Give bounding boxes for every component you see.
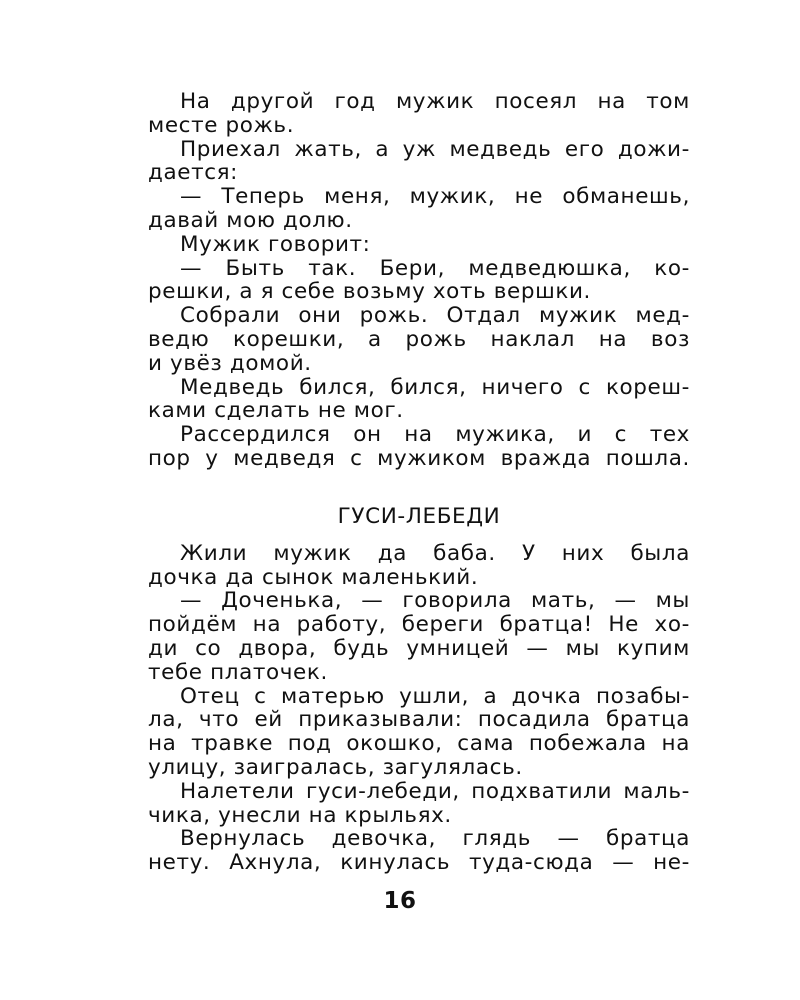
text-line: — Доченька, — говорила мать, — мы (180, 588, 690, 614)
text-line: Рассердился он на мужика, и с тех (180, 422, 690, 448)
text-line: дается: (148, 160, 238, 186)
text-line: Мужик говорит: (180, 231, 371, 257)
text-line: — Быть так. Бери, медведюшка, ко- (180, 255, 690, 281)
text-line: решки, а я себе возьму хоть вершки. (148, 279, 591, 305)
text-line: нету. Ахнула, кинулась туда-сюда — не- (148, 850, 690, 876)
text-line: пойдём на работу, береги братца! Не хо- (148, 612, 690, 638)
text-line: дочка да сынок маленький. (148, 564, 479, 590)
text-line: ками сделать не мог. (148, 398, 404, 424)
text-line: Отец с матерью ушли, а дочка позабы- (180, 683, 690, 709)
text-line: Жили мужик да баба. У них была (180, 540, 690, 566)
story-geese-swans (148, 542, 690, 875)
text-line: — Теперь меня, мужик, не обманешь, (180, 184, 690, 210)
text-line: Налетели гуси-лебеди, подхватили маль- (180, 778, 690, 804)
text-line: ведю корешки, а рожь наклал на воз (148, 326, 690, 352)
text-line: и увёз домой. (148, 350, 312, 376)
text-line: На другой год мужик посеял на том (180, 89, 690, 114)
text-line: ди со двора, будь умницей — мы купим (148, 635, 690, 661)
text-line: Собрали они рожь. Отдал мужик мед- (180, 303, 690, 329)
text-line: улицу, заигралась, загулялась. (148, 754, 523, 780)
page-text (148, 90, 690, 875)
page-number: 16 (383, 888, 417, 914)
text-line: чика, унесли на крыльях. (148, 802, 452, 828)
text-line: пор у медведя с мужиком вражда пошла. (148, 445, 690, 471)
text-line: Приехал жать, а уж медведь его дожи- (180, 136, 690, 162)
story-title: ГУСИ-ЛЕБЕДИ (337, 503, 501, 529)
text-line: ла, что ей приказывали: посадила братца (148, 707, 690, 733)
story-turnips-ending (148, 90, 690, 471)
text-line: месте рожь. (148, 112, 295, 138)
text-line: Медведь бился, бился, ничего с кореш- (180, 374, 690, 400)
text-line: давай мою долю. (148, 207, 353, 233)
text-line: Вернулась девочка, глядь — братца (180, 826, 690, 852)
text-line: тебе платочек. (148, 659, 328, 685)
text-line: на травке под окошко, сама побежала на (148, 731, 690, 757)
